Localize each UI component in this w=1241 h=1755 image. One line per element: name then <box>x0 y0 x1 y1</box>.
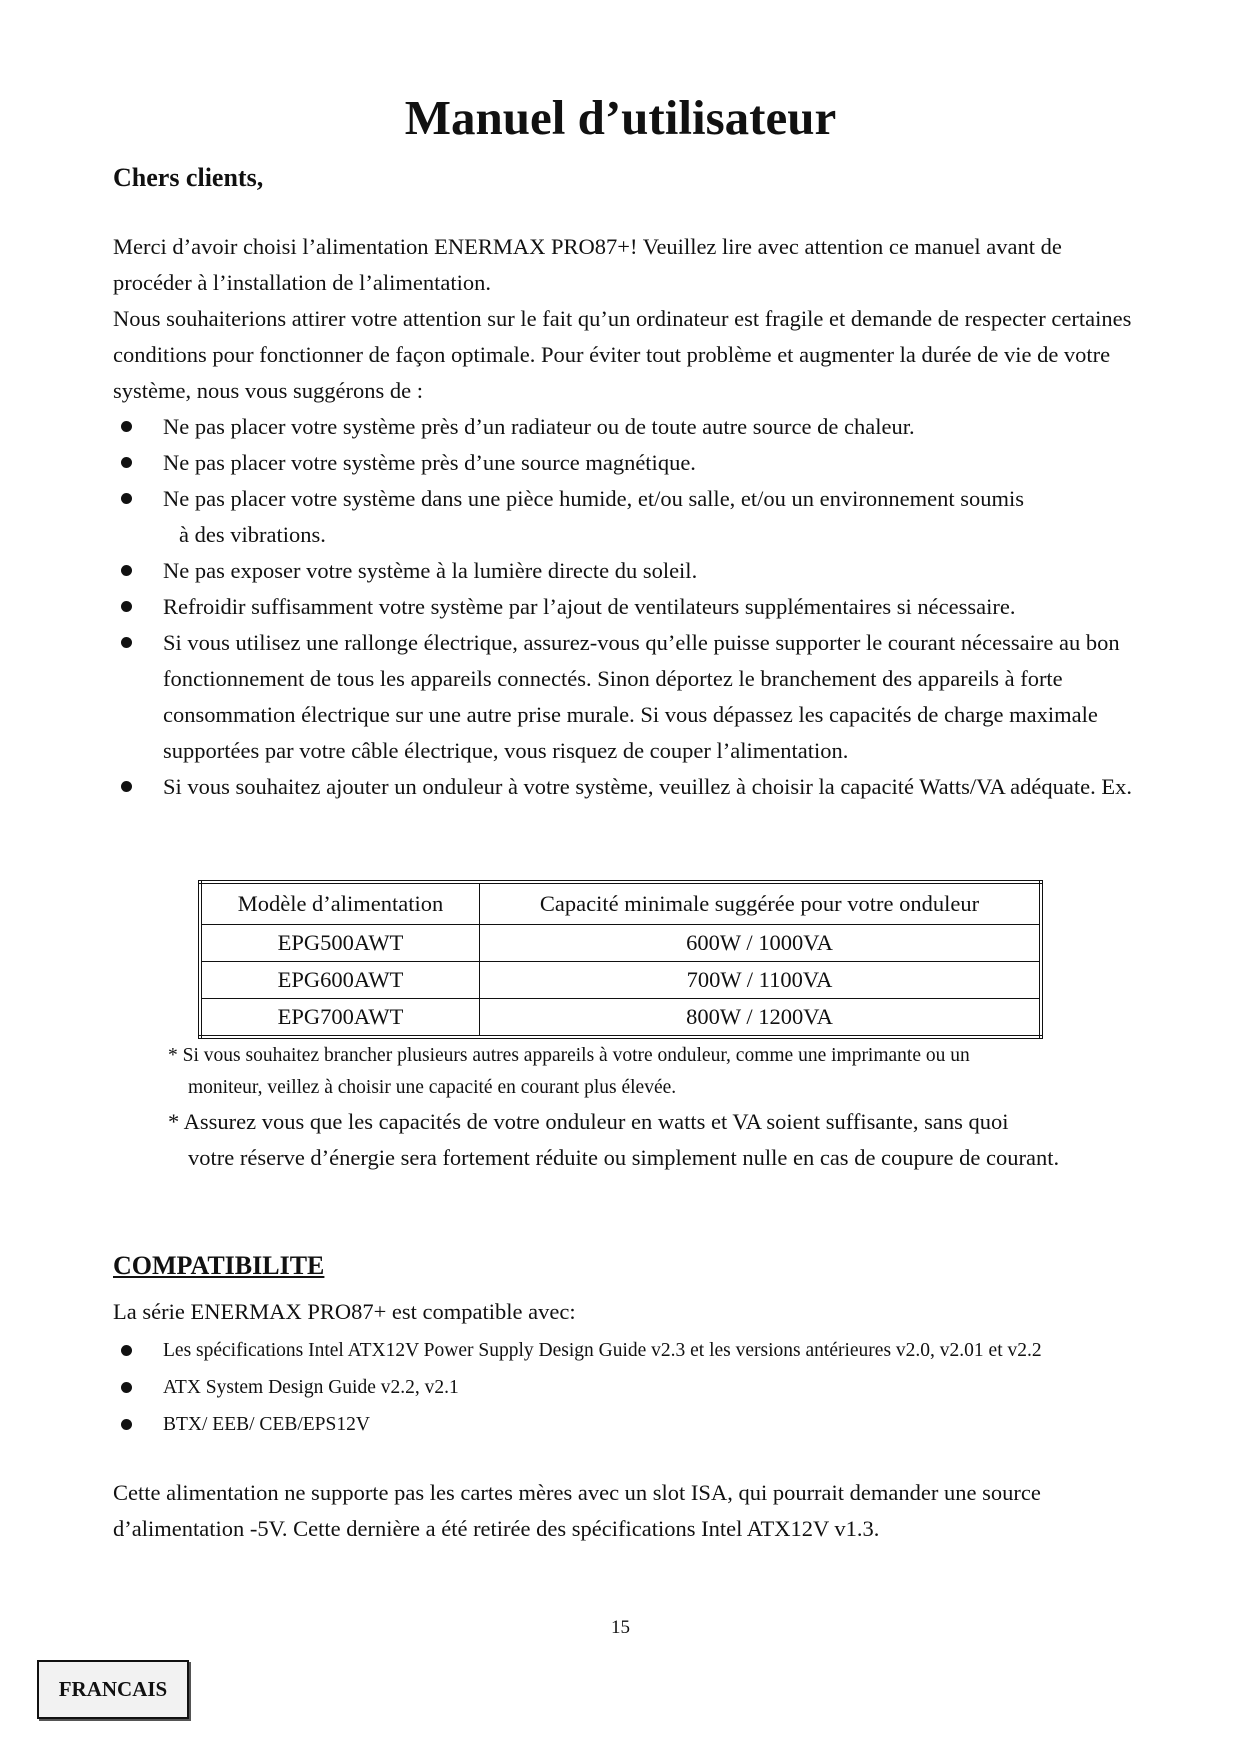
greeting: Chers clients, <box>113 163 264 192</box>
cell-capacity: 600W / 1000VA <box>480 925 1042 962</box>
bullet-icon <box>121 493 132 504</box>
compatibility-intro: La série ENERMAX PRO87+ est compatible avec: <box>113 1299 576 1324</box>
compatibility-closing: Cette alimentation ne supporte pas les cartes mères avec un slot ISA, qui pourrait demander une source d’alimentation -5V. Cette dernière a été retirée des spécifications Intel ATX12V v1.3. <box>113 1480 1041 1541</box>
list-item: Si vous utilisez une rallonge électrique, assurez-vous qu’elle puisse supporter le courant nécessaire au bon fonctionnement de tous les appareils connectés. Sinon déportez le branchement des appareils à forte consommation électrique sur une autre prise murale. Si vous dépassez les capacités de charge maximale supportées par votre câble électrique, vous risquez de couper l’alimentation. <box>113 625 1143 769</box>
footnote-ups-capacity: * Assurez vous que les capacités de votre onduleur en watts et VA soient suffisante, sans quoi votre réserve d’énergie sera fortement réduite ou simplement nulle en cas de coupure de courant. <box>168 1109 1060 1170</box>
list-item: Ne pas exposer votre système à la lumière directe du soleil. <box>113 553 1143 589</box>
page-number: 15 <box>611 1617 630 1638</box>
intro-text <box>113 229 1133 409</box>
cell-model: EPG500AWT <box>200 925 480 962</box>
cell-capacity: 700W / 1100VA <box>480 962 1042 999</box>
bullet-icon <box>121 781 132 792</box>
list-item: Refroidir suffisamment votre système par l’ajout de ventilateurs supplémentaires si nécessaire. <box>113 589 1143 625</box>
bullet-icon <box>121 637 132 648</box>
cell-model: EPG600AWT <box>200 962 480 999</box>
table-header-row <box>200 882 1041 925</box>
bullet-icon <box>121 1345 132 1356</box>
table-row <box>200 999 1041 1038</box>
compatibility-heading: COMPATIBILITE <box>113 1251 325 1280</box>
ups-capacity-table <box>198 880 1043 1039</box>
compatibility-list <box>113 1332 1143 1443</box>
list-item: Ne pas placer votre système près d’un radiateur ou de toute autre source de chaleur. <box>113 409 1143 445</box>
cell-model: EPG700AWT <box>200 999 480 1038</box>
list-item: Ne pas placer votre système dans une pièce humide, et/ou salle, et/ou un environnement soumis à des vibrations. <box>113 481 1143 553</box>
bullet-icon <box>121 1419 132 1430</box>
page-title: Manuel d’utilisateur <box>404 90 837 145</box>
bullet-icon <box>121 457 132 468</box>
cell-capacity: 800W / 1200VA <box>480 999 1042 1038</box>
table-row <box>200 925 1041 962</box>
list-item: BTX/ EEB/ CEB/EPS12V <box>113 1406 1143 1443</box>
header-capacity: Capacité minimale suggérée pour votre onduleur <box>480 882 1042 925</box>
list-item: Les spécifications Intel ATX12V Power Supply Design Guide v2.3 et les versions antérieures v2.0, v2.01 et v2.2 <box>113 1332 1143 1369</box>
list-item: ATX System Design Guide v2.2, v2.1 <box>113 1369 1143 1406</box>
list-item: Ne pas placer votre système près d’une source magnétique. <box>113 445 1143 481</box>
precautions-list <box>113 409 1143 805</box>
bullet-icon <box>121 1382 132 1393</box>
footnote-multiple-devices: * Si vous souhaitez brancher plusieurs autres appareils à votre onduleur, comme une imprimante ou un moniteur, veillez à choisir une capacité en courant plus élevée. <box>168 1045 970 1098</box>
list-item: Si vous souhaitez ajouter un onduleur à votre système, veuillez à choisir la capacité Watts/VA adéquate. Ex. <box>113 769 1143 805</box>
language-tab: FRANCAIS <box>37 1660 189 1719</box>
bullet-icon <box>121 421 132 432</box>
bullet-icon <box>121 565 132 576</box>
bullet-icon <box>121 601 132 612</box>
header-model: Modèle d’alimentation <box>200 882 480 925</box>
table-row <box>200 962 1041 999</box>
intro-paragraph-1: Merci d’avoir choisi l’alimentation ENERMAX PRO87+! Veuillez lire avec attention ce manuel avant de procéder à l’installation de l’alimentation. <box>113 234 1062 295</box>
intro-paragraph-2: Nous souhaiterions attirer votre attention sur le fait qu’un ordinateur est fragile et demande de respecter certaines conditions pour fonctionner de façon optimale. Pour éviter tout problème et augmenter la durée de vie de votre système, nous vous suggérons de : <box>113 306 1132 403</box>
